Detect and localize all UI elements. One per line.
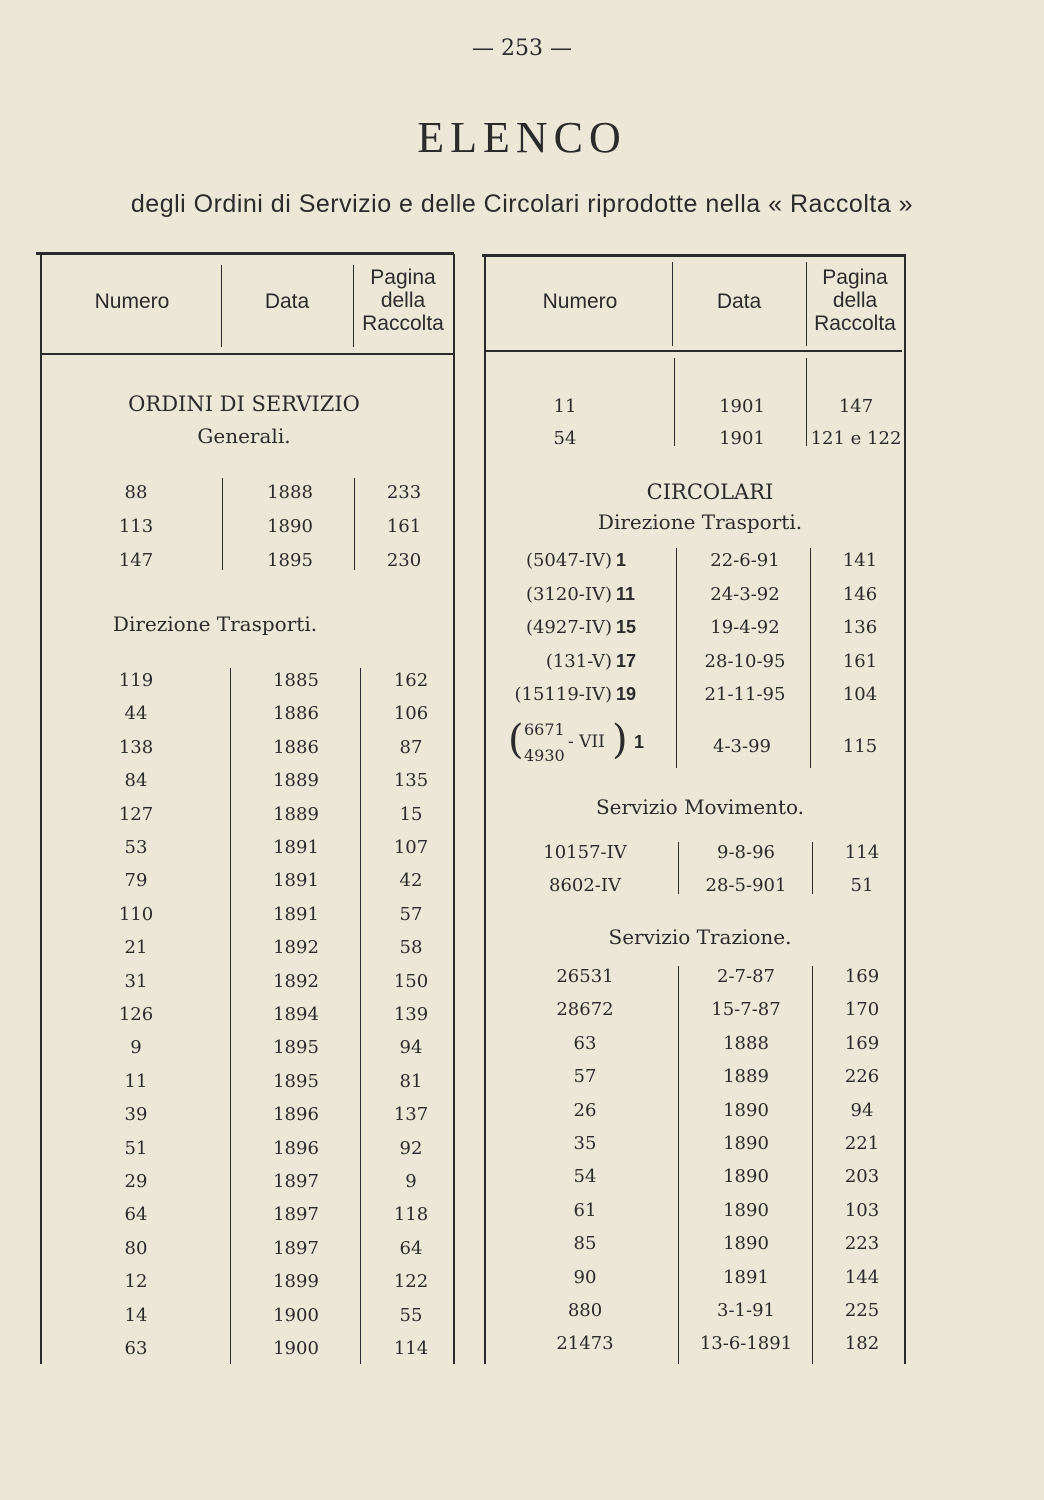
data-cell: 28-5-901 xyxy=(705,875,787,896)
pagina-cell: 58 xyxy=(399,937,423,959)
pagina-cell: 147 xyxy=(838,396,874,417)
right-mov-div2 xyxy=(812,842,813,894)
pagina-line1: Pagina xyxy=(370,266,436,289)
ordini-servizio-heading: ORDINI DI SERVIZIO xyxy=(128,392,360,416)
circolare-special-row xyxy=(486,718,906,768)
special-open-paren: ( xyxy=(508,717,524,763)
pagina-cell: 150 xyxy=(393,970,429,992)
special-close-paren: ) xyxy=(612,717,628,763)
numero-cell: 39 xyxy=(124,1104,148,1126)
circolari-direzione-subheading: Direzione Trasporti. xyxy=(597,510,803,534)
generali-subheading: Generali. xyxy=(197,424,291,448)
data-cell: 1891 xyxy=(273,870,319,892)
pagina-cell: 104 xyxy=(842,684,878,705)
numero-cell: 880 xyxy=(567,1300,603,1321)
right-traz-div1 xyxy=(678,966,679,1364)
pagina-cell: 122 xyxy=(393,1271,429,1293)
numero-cell: 80 xyxy=(124,1237,148,1259)
numero-cell: 29 xyxy=(124,1171,148,1192)
table-row xyxy=(0,999,1044,1029)
pagina-cell: 114 xyxy=(844,842,880,863)
numero-cell: 8602-IV xyxy=(549,875,621,896)
numero-cell: 57 xyxy=(573,1066,597,1088)
numero-cell: 31 xyxy=(124,970,148,992)
data-cell: 13-6-1891 xyxy=(699,1333,793,1355)
data-cell: 1892 xyxy=(273,937,319,959)
pagina-cell: 15 xyxy=(399,803,423,825)
right-header-data: Data xyxy=(716,290,762,313)
numero-cell: (15119-IV) xyxy=(514,684,612,705)
right-header-div2 xyxy=(806,262,807,346)
numero-cell: 21 xyxy=(124,937,148,959)
data-cell: 1901 xyxy=(719,396,765,417)
pagina-line3: Raccolta xyxy=(362,312,444,335)
data-cell: 24-3-92 xyxy=(710,583,780,605)
data-cell: 1889 xyxy=(273,803,319,825)
data-cell: 1901 xyxy=(719,428,765,449)
pagina-cell: 135 xyxy=(393,770,429,792)
data-cell: 1890 xyxy=(723,1099,769,1121)
table-row xyxy=(0,617,1044,647)
data-cell: 1895 xyxy=(273,1037,319,1059)
numero-cell: 90 xyxy=(573,1266,597,1288)
right-top-div2 xyxy=(806,358,807,446)
pagina-cell: 233 xyxy=(386,482,422,503)
data-cell: 1891 xyxy=(273,837,319,858)
pagina-cell: 141 xyxy=(842,550,878,571)
data-cell: 2-7-87 xyxy=(717,966,775,987)
data-cell: 1890 xyxy=(723,1233,769,1255)
pagina-cell: 170 xyxy=(844,999,880,1021)
pagina-cell: 169 xyxy=(844,1032,880,1054)
numero-cell: 11 xyxy=(553,396,577,417)
table-row xyxy=(0,428,1044,458)
numero-cell: 28672 xyxy=(556,999,614,1021)
data-cell: 1891 xyxy=(273,903,319,925)
table-row xyxy=(0,396,1044,426)
data-cell: 1886 xyxy=(273,736,319,758)
left-header-data: Data xyxy=(264,290,310,313)
numero-cell: 147 xyxy=(118,550,154,571)
special-bottom-number: 4930 xyxy=(524,746,565,765)
table-row xyxy=(0,1066,1044,1096)
pagina-cell: 106 xyxy=(393,703,429,725)
right-header-numero: Numero xyxy=(542,290,618,313)
numero-cell: 53 xyxy=(124,837,148,858)
data-cell: 19-4-92 xyxy=(710,617,780,638)
data-cell: 9-8-96 xyxy=(717,842,775,863)
data-cell: 1892 xyxy=(273,970,319,992)
data-cell: 1890 xyxy=(723,1199,769,1221)
pagina-cell: 81 xyxy=(399,1070,423,1092)
pagina-cell: 87 xyxy=(399,736,423,758)
numero-cell: 63 xyxy=(573,1032,597,1054)
pagina-cell: 161 xyxy=(386,516,422,537)
data-cell: 1886 xyxy=(273,703,319,725)
numero-cell: (4927-IV) xyxy=(525,617,612,638)
pagina-cell: 94 xyxy=(850,1099,874,1121)
right-top-div1 xyxy=(674,358,675,446)
special-pagina: 115 xyxy=(842,736,878,757)
numero-cell: 12 xyxy=(124,1271,148,1293)
pagina-cell: 92 xyxy=(399,1137,423,1159)
left-header-numero: Numero xyxy=(94,290,170,313)
pagina-cell: 136 xyxy=(842,617,878,638)
numero-cell: 26531 xyxy=(556,966,614,987)
special-data: 4-3-99 xyxy=(713,736,771,757)
table-row xyxy=(0,684,1044,714)
circolare-number: 15 xyxy=(616,617,637,637)
pagina-cell: 55 xyxy=(399,1304,423,1326)
data-cell: 1895 xyxy=(273,1070,319,1092)
data-cell: 21-11-95 xyxy=(704,684,786,705)
page-title: ELENCO xyxy=(417,113,627,162)
circolare-number: 17 xyxy=(616,650,637,671)
data-cell: 1889 xyxy=(723,1066,769,1088)
circolare-number: 11 xyxy=(616,583,636,604)
right-header-div1 xyxy=(672,262,673,346)
direzione-trasporti-heading: Direzione Trasporti. xyxy=(112,612,318,636)
pagina-cell: 223 xyxy=(844,1233,880,1255)
numero-cell: 14 xyxy=(124,1304,148,1326)
table-row xyxy=(0,1333,1044,1363)
numero-cell: 64 xyxy=(124,1204,148,1226)
numero-cell: 119 xyxy=(118,670,154,691)
table-row xyxy=(0,651,1044,681)
numero-cell: 51 xyxy=(124,1137,148,1159)
data-cell: 1889 xyxy=(273,770,319,792)
pagina-cell: 226 xyxy=(844,1066,880,1088)
left-header-pagina xyxy=(355,266,451,335)
numero-cell: 138 xyxy=(118,736,154,758)
numero-cell: 9 xyxy=(130,1037,142,1059)
servizio-trazione-heading: Servizio Trazione. xyxy=(608,925,792,949)
data-cell: 1888 xyxy=(267,482,313,503)
left-header-rule xyxy=(40,353,454,355)
data-cell: 15-7-87 xyxy=(711,999,781,1021)
numero-cell: 113 xyxy=(118,516,154,537)
right-top-rule xyxy=(482,254,906,257)
numero-cell: 126 xyxy=(118,1004,154,1025)
pagina-cell: 221 xyxy=(844,1133,880,1154)
table-row xyxy=(0,966,1044,996)
numero-cell: 35 xyxy=(573,1133,597,1154)
servizio-movimento-heading: Servizio Movimento. xyxy=(595,795,805,819)
data-cell: 1885 xyxy=(273,670,319,691)
table-row xyxy=(0,1200,1044,1230)
pagina-cell: 9 xyxy=(405,1171,417,1192)
numero-cell: 127 xyxy=(118,803,154,825)
pagina-cell: 94 xyxy=(399,1037,423,1059)
data-cell: 3-1-91 xyxy=(717,1300,775,1321)
pagina-cell: 57 xyxy=(399,903,423,925)
numero-cell: 61 xyxy=(573,1199,597,1221)
data-cell: 1894 xyxy=(273,1004,319,1025)
data-cell: 1900 xyxy=(273,1338,319,1359)
numero-cell: 11 xyxy=(124,1070,148,1092)
data-cell: 1890 xyxy=(723,1133,769,1154)
numero-cell: 88 xyxy=(124,482,148,503)
pagina-cell: 203 xyxy=(844,1166,880,1188)
pagina-cell: 103 xyxy=(844,1199,880,1221)
pagina-cell: 107 xyxy=(393,837,429,858)
table-row xyxy=(0,1133,1044,1163)
special-suffix: - VII xyxy=(568,732,605,752)
special-num: 1 xyxy=(634,732,645,752)
numero-cell: 26 xyxy=(573,1099,597,1121)
pagina-cell: 169 xyxy=(844,966,880,987)
table-row xyxy=(0,1233,1044,1263)
pagina-cell: 182 xyxy=(844,1333,880,1355)
numero-cell: (5047-IV) xyxy=(525,550,612,571)
numero-cell: 63 xyxy=(124,1338,148,1359)
right-traz-div2 xyxy=(812,966,813,1364)
numero-cell: 21473 xyxy=(556,1333,614,1355)
numero-cell: (3120-IV) xyxy=(525,583,612,605)
numero-cell: 84 xyxy=(124,770,148,792)
data-cell: 1895 xyxy=(267,550,313,571)
table-row xyxy=(0,1100,1044,1130)
pagina-cell: 230 xyxy=(386,550,422,571)
circolari-heading: CIRCOLARI xyxy=(646,480,774,504)
pagina-cell: 146 xyxy=(842,583,878,605)
numero-cell: 44 xyxy=(124,703,148,725)
numero-cell: 10157-IV xyxy=(543,842,627,863)
table-row xyxy=(0,1300,1044,1330)
pagina-line1: Pagina xyxy=(822,266,888,289)
left-top-rule xyxy=(36,252,454,255)
pagina-cell: 225 xyxy=(844,1300,880,1321)
pagina-line3: Raccolta xyxy=(814,312,896,335)
page-subtitle: degli Ordini di Servizio e delle Circolari riprodotte nella « Raccolta » xyxy=(130,190,914,218)
data-cell: 22-6-91 xyxy=(710,550,780,571)
numero-cell: (131-V) xyxy=(545,650,612,672)
data-cell: 1899 xyxy=(273,1271,319,1293)
pagina-cell: 64 xyxy=(399,1237,423,1259)
numero-cell: 54 xyxy=(553,428,577,449)
special-top-number: 6671 xyxy=(524,720,565,739)
table-row xyxy=(0,1267,1044,1297)
pagina-cell: 139 xyxy=(393,1004,429,1025)
pagina-cell: 162 xyxy=(393,670,429,691)
table-row xyxy=(0,1033,1044,1063)
table-row xyxy=(0,482,1044,512)
pagina-cell: 114 xyxy=(393,1338,429,1359)
right-header-pagina xyxy=(808,266,902,335)
data-cell: 1890 xyxy=(267,516,313,537)
pagina-cell: 121 e 122 xyxy=(810,428,902,449)
data-cell: 1896 xyxy=(273,1137,319,1159)
table-row xyxy=(0,584,1044,614)
data-cell: 1897 xyxy=(273,1237,319,1259)
data-cell: 1888 xyxy=(723,1032,769,1054)
pagina-line2: della xyxy=(832,289,878,312)
numero-cell: 110 xyxy=(118,903,154,925)
table-row xyxy=(0,842,1044,872)
pagina-line2: della xyxy=(380,289,426,312)
pagina-cell: 42 xyxy=(399,870,423,892)
circolare-number: 1 xyxy=(616,550,627,570)
data-cell: 28-10-95 xyxy=(704,650,786,672)
pagina-cell: 118 xyxy=(393,1204,429,1226)
circolare-number: 19 xyxy=(616,684,637,704)
numero-cell: 85 xyxy=(573,1233,597,1255)
data-cell: 1897 xyxy=(273,1171,319,1192)
left-header-div2 xyxy=(353,265,354,347)
numero-cell: 79 xyxy=(124,870,148,892)
pagina-cell: 137 xyxy=(393,1104,429,1126)
table-row xyxy=(0,550,1044,580)
data-cell: 1890 xyxy=(723,1166,769,1188)
right-mov-div1 xyxy=(678,842,679,894)
data-cell: 1891 xyxy=(723,1266,769,1288)
data-cell: 1897 xyxy=(273,1204,319,1226)
pagina-cell: 161 xyxy=(842,650,878,672)
right-header-rule xyxy=(486,350,902,352)
table-row xyxy=(0,875,1044,905)
data-cell: 1896 xyxy=(273,1104,319,1126)
pagina-cell: 51 xyxy=(850,875,874,896)
pagina-cell: 144 xyxy=(844,1266,880,1288)
data-cell: 1900 xyxy=(273,1304,319,1326)
numero-cell: 54 xyxy=(573,1166,597,1188)
table-row xyxy=(0,1166,1044,1196)
page-number: — 253 — xyxy=(472,36,572,61)
